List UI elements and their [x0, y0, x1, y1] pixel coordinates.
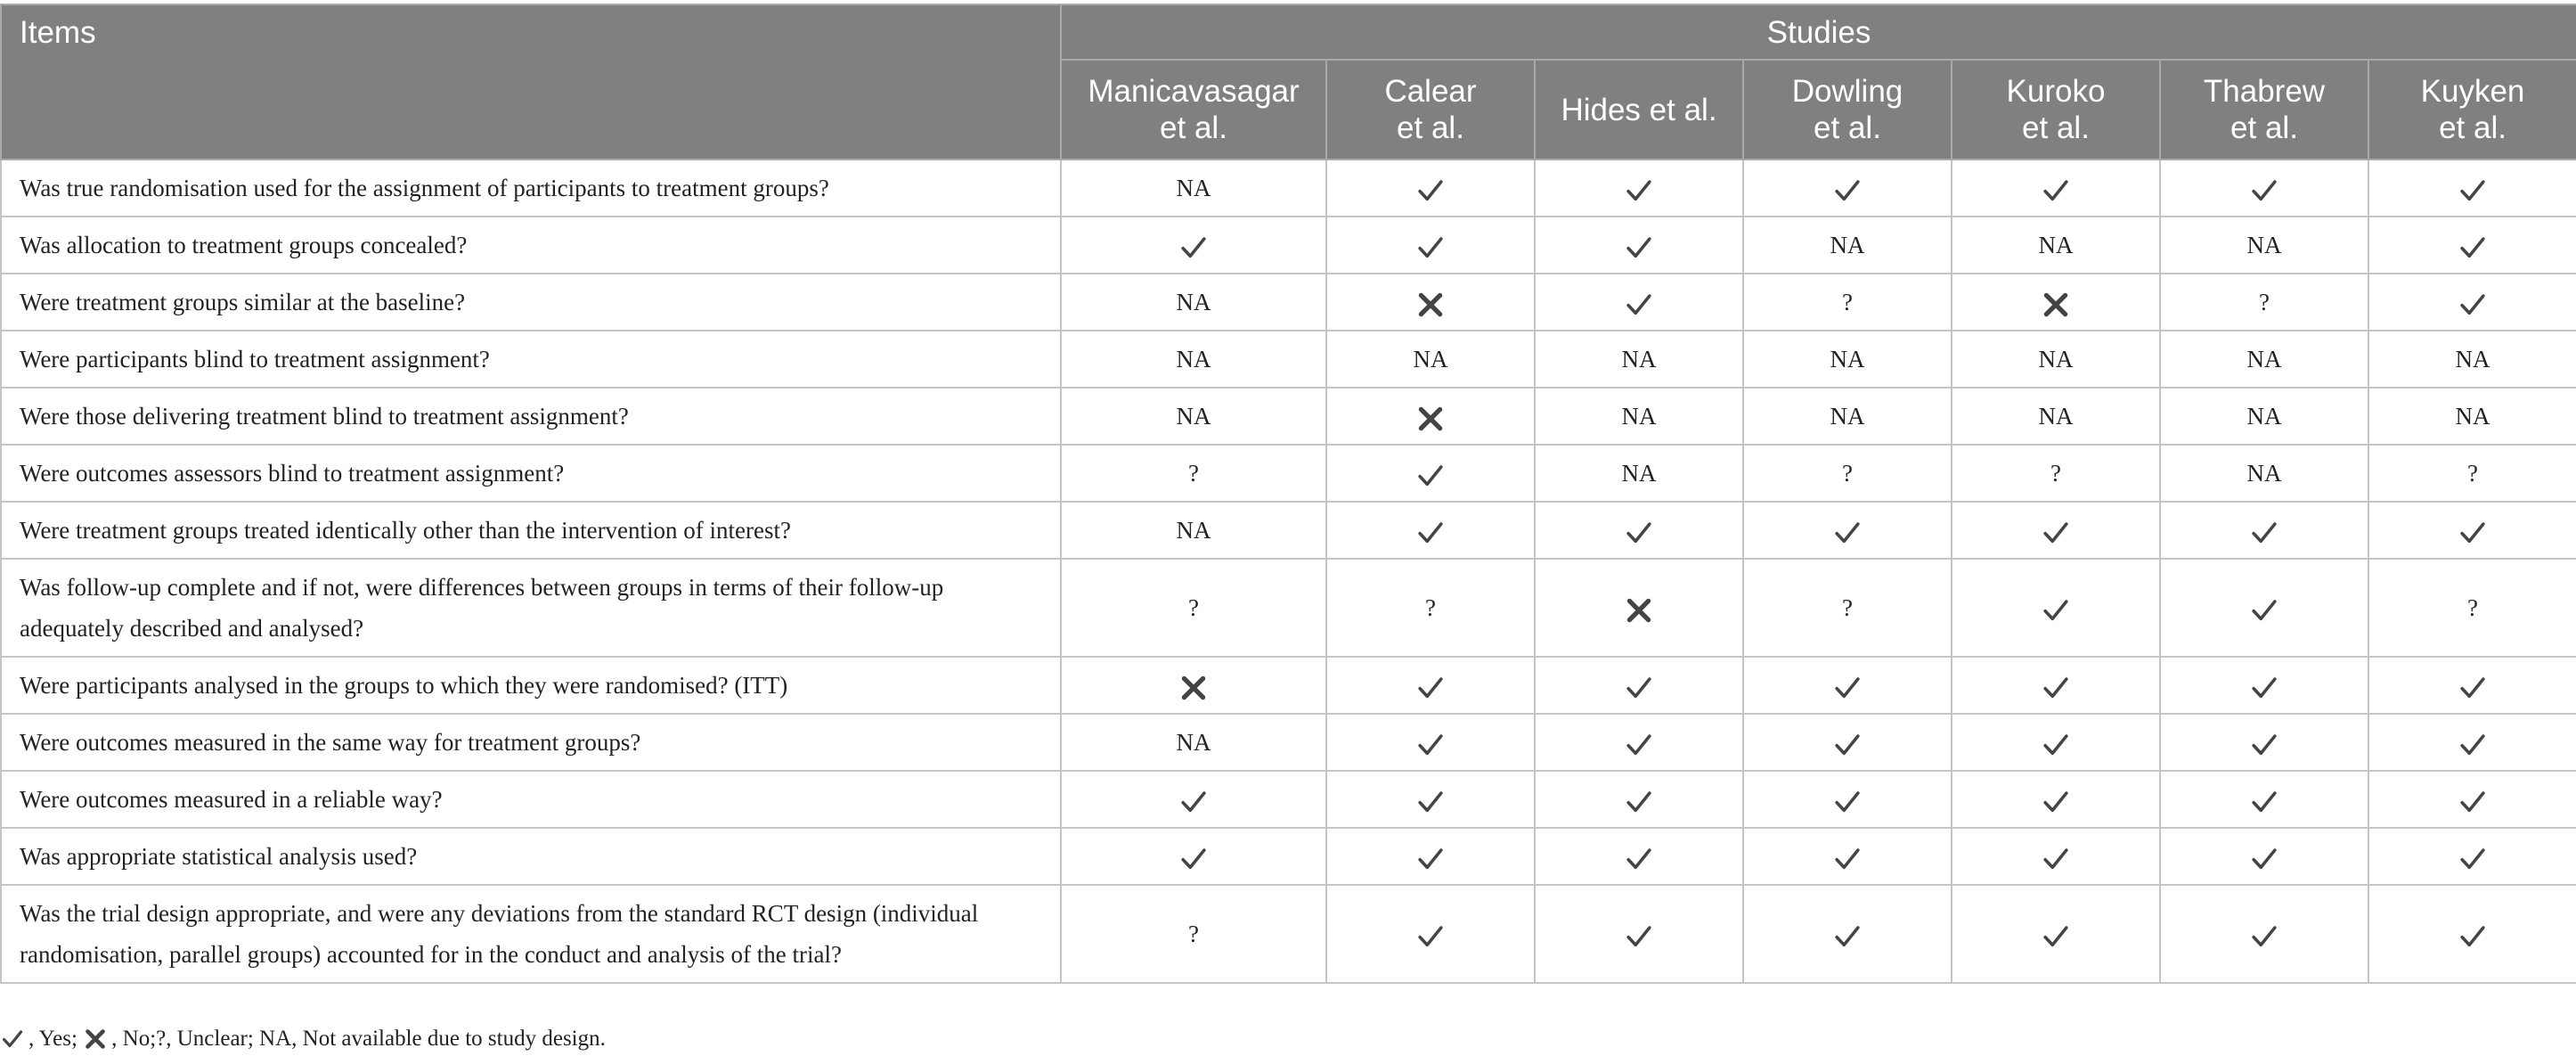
rating-cell	[1743, 657, 1952, 714]
table-row	[1, 331, 2576, 388]
item-question: Was true randomisation used for the assignment of participants to treatment groups?	[1, 160, 1061, 217]
study-name-line: Kuyken	[2420, 74, 2525, 109]
rating-cell	[2368, 160, 2576, 217]
study-name-line: et al.	[1814, 110, 1881, 145]
check-icon	[1417, 923, 1444, 950]
check-icon	[2459, 732, 2486, 758]
item-question: Was follow-up complete and if not, were differences between groups in terms of their follow-up adequately described and analysed?	[1, 559, 1061, 657]
item-question: Was the trial design appropriate, and were any deviations from the standard RCT design (individual randomisation, parallel groups) accounted for in the conduct and analysis of the trial?	[1, 885, 1061, 983]
rating-text: NA	[1176, 289, 1211, 315]
rating-cell	[1743, 559, 1952, 657]
rating-text: NA	[1413, 346, 1448, 372]
check-icon	[1417, 462, 1444, 489]
rating-cell	[2160, 445, 2368, 502]
table-row	[1, 274, 2576, 331]
rating-cell	[1952, 828, 2160, 885]
table-header	[1, 4, 2576, 160]
rating-cell	[1952, 885, 2160, 983]
rating-text: NA	[1830, 346, 1865, 372]
rating-text: NA	[1621, 403, 1657, 430]
rating-cell	[1326, 657, 1535, 714]
rating-cell	[1061, 771, 1326, 828]
check-icon	[1417, 732, 1444, 758]
check-icon	[1834, 846, 1861, 872]
rating-cell	[2160, 657, 2368, 714]
rating-text: NA	[2038, 403, 2074, 430]
check-icon	[1626, 675, 1652, 701]
rating-cell	[1061, 331, 1326, 388]
item-question: Were participants blind to treatment assignment?	[1, 331, 1061, 388]
rating-cell	[2368, 217, 2576, 274]
rating-cell	[1535, 828, 1743, 885]
rating-cell	[1952, 445, 2160, 502]
table-row	[1, 657, 2576, 714]
rating-cell	[2160, 714, 2368, 771]
rating-cell	[2160, 502, 2368, 559]
rating-cell	[1061, 217, 1326, 274]
rating-cell	[1061, 445, 1326, 502]
rating-cell	[1743, 885, 1952, 983]
rating-cell	[1061, 714, 1326, 771]
rating-cell	[1952, 331, 2160, 388]
rating-cell	[2160, 388, 2368, 445]
check-icon	[2459, 675, 2486, 701]
rating-cell	[1326, 559, 1535, 657]
check-icon	[2042, 177, 2069, 204]
rating-text: NA	[2038, 346, 2074, 372]
rating-text: NA	[1176, 517, 1211, 544]
table-row	[1, 217, 2576, 274]
check-icon	[1180, 234, 1207, 261]
rating-cell	[1061, 160, 1326, 217]
rating-cell	[1326, 828, 1535, 885]
table-container	[0, 4, 2576, 984]
rating-cell	[1952, 771, 2160, 828]
rating-cell	[1952, 502, 2160, 559]
rating-text: ?	[1188, 460, 1199, 487]
check-icon	[1626, 234, 1652, 261]
rating-cell	[1061, 388, 1326, 445]
rating-cell	[1326, 502, 1535, 559]
check-icon	[1180, 846, 1207, 872]
check-icon	[1417, 846, 1444, 872]
check-icon	[2459, 291, 2486, 318]
rating-cell	[1535, 445, 1743, 502]
rating-text: NA	[2455, 346, 2490, 372]
rating-cell	[1061, 885, 1326, 983]
rating-cell	[1535, 217, 1743, 274]
rating-cell	[2368, 388, 2576, 445]
rating-cell	[1326, 160, 1535, 217]
rating-text: NA	[2246, 460, 2282, 487]
quality-appraisal-table	[0, 4, 2576, 984]
study-header	[2160, 60, 2368, 160]
cross-icon	[1180, 675, 1207, 701]
check-icon	[2042, 520, 2069, 546]
rating-cell	[1743, 274, 1952, 331]
rating-text: ?	[1842, 594, 1853, 621]
rating-cell	[1952, 274, 2160, 331]
check-icon	[2042, 732, 2069, 758]
rating-cell	[2160, 274, 2368, 331]
study-header	[1326, 60, 1535, 160]
rating-cell	[1952, 714, 2160, 771]
rating-cell	[1535, 274, 1743, 331]
rating-text: NA	[2246, 232, 2282, 258]
rating-cell	[1535, 559, 1743, 657]
check-icon	[2251, 675, 2278, 701]
rating-cell	[1535, 502, 1743, 559]
study-name-line: Hides et al.	[1561, 92, 1717, 127]
study-name-line: Dowling	[1791, 74, 1903, 109]
rating-cell	[1535, 657, 1743, 714]
check-icon	[2042, 597, 2069, 624]
rating-cell	[2368, 714, 2576, 771]
rating-cell	[1952, 559, 2160, 657]
table-legend	[0, 1027, 606, 1052]
cross-icon	[85, 1028, 106, 1050]
header-row-top	[1, 4, 2576, 60]
check-icon	[1626, 923, 1652, 950]
rating-cell	[2160, 885, 2368, 983]
studies-header: Studies	[1061, 4, 2576, 60]
rating-text: NA	[1830, 232, 1865, 258]
check-icon	[2042, 923, 2069, 950]
check-icon	[2251, 597, 2278, 624]
check-icon	[1834, 732, 1861, 758]
item-question: Were treatment groups similar at the baseline?	[1, 274, 1061, 331]
check-icon	[1417, 675, 1444, 701]
check-icon	[1417, 520, 1444, 546]
check-icon	[1834, 675, 1861, 701]
rating-text: ?	[2259, 289, 2270, 315]
study-header	[1952, 60, 2160, 160]
check-icon	[1834, 520, 1861, 546]
rating-cell	[2160, 160, 2368, 217]
rating-cell	[1535, 331, 1743, 388]
rating-cell	[1952, 388, 2160, 445]
study-name-line: et al.	[2230, 110, 2298, 145]
study-header	[1061, 60, 1326, 160]
check-icon	[2251, 846, 2278, 872]
rating-cell	[2368, 445, 2576, 502]
table-row	[1, 160, 2576, 217]
study-name-line: et al.	[2439, 110, 2507, 145]
rating-cell	[1535, 714, 1743, 771]
rating-text: NA	[1176, 175, 1211, 201]
check-icon	[2251, 177, 2278, 204]
check-icon	[1834, 177, 1861, 204]
rating-text: NA	[2246, 403, 2282, 430]
rating-cell	[2368, 274, 2576, 331]
rating-cell	[1743, 160, 1952, 217]
rating-cell	[1535, 885, 1743, 983]
rating-cell	[2368, 771, 2576, 828]
study-name-line: Kuroko	[2006, 74, 2106, 109]
rating-cell	[2368, 657, 2576, 714]
table-row	[1, 714, 2576, 771]
rating-text: NA	[2038, 232, 2074, 258]
rating-cell	[2368, 502, 2576, 559]
study-header	[1743, 60, 1952, 160]
rating-cell	[2368, 885, 2576, 983]
check-icon	[2459, 177, 2486, 204]
legend-no-text: , No;?, Unclear; NA, Not available due to study design.	[111, 1027, 606, 1051]
rating-cell	[1061, 657, 1326, 714]
table-row	[1, 828, 2576, 885]
check-icon	[1626, 789, 1652, 815]
rating-text: ?	[2467, 460, 2479, 487]
check-icon	[1626, 846, 1652, 872]
rating-text: NA	[1830, 403, 1865, 430]
rating-cell	[2160, 217, 2368, 274]
legend-yes-text: , Yes;	[29, 1027, 84, 1051]
study-name-line: Calear	[1384, 74, 1477, 109]
rating-text: NA	[2455, 403, 2490, 430]
rating-cell	[2160, 559, 2368, 657]
check-icon	[1180, 789, 1207, 815]
check-icon	[2459, 520, 2486, 546]
check-icon	[2459, 234, 2486, 261]
rating-text: ?	[1188, 921, 1199, 947]
study-name-line: et al.	[1160, 110, 1227, 145]
rating-text: ?	[1842, 289, 1853, 315]
study-name-line: Thabrew	[2203, 74, 2326, 109]
check-icon	[2251, 923, 2278, 950]
item-question: Were those delivering treatment blind to treatment assignment?	[1, 388, 1061, 445]
rating-cell	[1952, 160, 2160, 217]
rating-text: NA	[1176, 403, 1211, 430]
rating-cell	[1743, 445, 1952, 502]
rating-text: ?	[1188, 594, 1199, 621]
item-question: Was appropriate statistical analysis used?	[1, 828, 1061, 885]
study-name-line: et al.	[1397, 110, 1464, 145]
rating-cell	[1535, 771, 1743, 828]
rating-cell	[1326, 388, 1535, 445]
rating-cell	[1743, 502, 1952, 559]
cross-icon	[2042, 291, 2069, 318]
check-icon	[2042, 675, 2069, 701]
cross-icon	[1626, 597, 1652, 624]
item-question: Were outcomes measured in the same way for treatment groups?	[1, 714, 1061, 771]
rating-text: NA	[1176, 346, 1211, 372]
check-icon	[1626, 177, 1652, 204]
rating-text: NA	[1621, 346, 1657, 372]
check-icon	[1626, 291, 1652, 318]
rating-cell	[1061, 274, 1326, 331]
item-question: Were participants analysed in the groups to which they were randomised? (ITT)	[1, 657, 1061, 714]
check-icon	[2042, 789, 2069, 815]
rating-cell	[1326, 771, 1535, 828]
check-icon	[2, 1028, 23, 1050]
check-icon	[2251, 789, 2278, 815]
rating-cell	[1743, 771, 1952, 828]
items-header: Items	[1, 4, 1061, 160]
rating-cell	[2160, 771, 2368, 828]
rating-text: NA	[1176, 729, 1211, 756]
table-body	[1, 160, 2576, 983]
check-icon	[2459, 789, 2486, 815]
rating-cell	[1326, 274, 1535, 331]
check-icon	[2459, 846, 2486, 872]
check-icon	[1626, 520, 1652, 546]
study-header	[2368, 60, 2576, 160]
rating-cell	[2160, 331, 2368, 388]
table-row	[1, 388, 2576, 445]
rating-cell	[2368, 331, 2576, 388]
item-question: Was allocation to treatment groups concealed?	[1, 217, 1061, 274]
item-question: Were outcomes measured in a reliable way?	[1, 771, 1061, 828]
rating-text: NA	[1621, 460, 1657, 487]
table-row	[1, 559, 2576, 657]
table-row	[1, 771, 2576, 828]
check-icon	[2459, 923, 2486, 950]
rating-text: ?	[1425, 594, 1436, 621]
rating-cell	[1535, 388, 1743, 445]
rating-cell	[1326, 331, 1535, 388]
check-icon	[1417, 177, 1444, 204]
rating-cell	[1326, 714, 1535, 771]
rating-cell	[1326, 217, 1535, 274]
cross-icon	[1417, 405, 1444, 432]
rating-cell	[1061, 502, 1326, 559]
rating-cell	[1326, 445, 1535, 502]
table-row	[1, 502, 2576, 559]
rating-text: ?	[2467, 594, 2479, 621]
check-icon	[2042, 846, 2069, 872]
rating-text: NA	[2246, 346, 2282, 372]
study-name-line: et al.	[2022, 110, 2090, 145]
rating-cell	[1743, 828, 1952, 885]
study-header	[1535, 60, 1743, 160]
rating-cell	[1535, 160, 1743, 217]
rating-cell	[1952, 657, 2160, 714]
check-icon	[2251, 520, 2278, 546]
rating-cell	[1743, 388, 1952, 445]
check-icon	[1834, 789, 1861, 815]
rating-cell	[1061, 828, 1326, 885]
rating-cell	[1326, 885, 1535, 983]
rating-text: ?	[1842, 460, 1853, 487]
item-question: Were outcomes assessors blind to treatment assignment?	[1, 445, 1061, 502]
rating-cell	[1743, 217, 1952, 274]
rating-cell	[1743, 331, 1952, 388]
rating-cell	[2368, 559, 2576, 657]
cross-icon	[1417, 291, 1444, 318]
rating-cell	[2160, 828, 2368, 885]
check-icon	[1417, 789, 1444, 815]
check-icon	[1626, 732, 1652, 758]
check-icon	[1834, 923, 1861, 950]
check-icon	[1417, 234, 1444, 261]
table-row	[1, 445, 2576, 502]
table-row	[1, 885, 2576, 983]
check-icon	[2251, 732, 2278, 758]
item-question: Were treatment groups treated identically other than the intervention of interest?	[1, 502, 1061, 559]
study-name-line: Manicavasagar	[1088, 74, 1300, 109]
rating-cell	[2368, 828, 2576, 885]
rating-cell	[1952, 217, 2160, 274]
rating-cell	[1743, 714, 1952, 771]
rating-text: ?	[2050, 460, 2061, 487]
rating-cell	[1061, 559, 1326, 657]
